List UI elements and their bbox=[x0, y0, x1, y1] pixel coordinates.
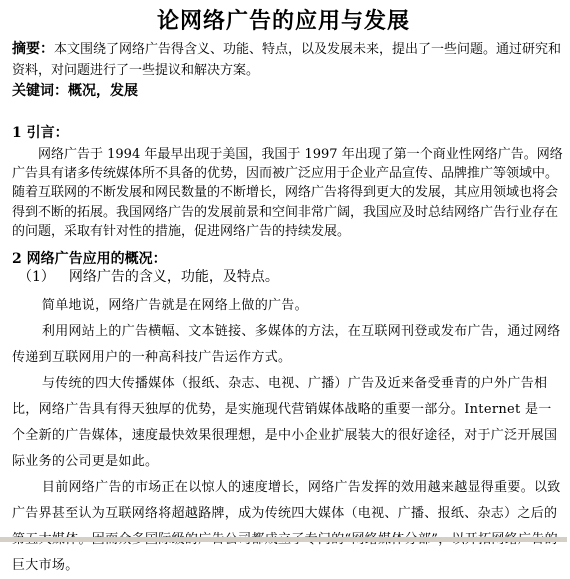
paragraph: 与传统的四大传播媒体（报纸、杂志、电视、广播）广告及近来备受垂青的户外广告相比，网络广告具有得天独厚的优势，是实施现代营销媒体战略的重要一部分。Internet 是一个全新的广告媒体，速度最快效果很理想，是中小企业扩展装大的很好途径，对于广泛开展国际业务的公司更是如此。 bbox=[12, 376, 558, 469]
abstract bbox=[12, 39, 564, 81]
paragraph: 简单地说，网络广告就是在网络上做的广告。 bbox=[41, 298, 308, 313]
paragraph: 利用网站上的广告横幅、文本链接、多媒体的方法，在互联网刊登或发布广告，通过网络传递到互联网用户的一种高科技广告运作方式。 bbox=[12, 324, 561, 365]
paragraph: 目前网络广告的市场正在以惊人的速度增长，网络广告发挥的效用越来越显得重要。以致广告界甚至认为互联网络将超越路牌，成为传统四大媒体（电视、广播、报纸、杂志）之后的 巨大市场。 bbox=[12, 480, 561, 573]
section1-heading: 1 引言： bbox=[12, 125, 69, 141]
document-title: 论网络广告的应用与发展 bbox=[156, 8, 410, 34]
bottom-scrollbar[interactable] bbox=[0, 537, 567, 542]
abstract-label: 摘要： bbox=[12, 41, 54, 57]
keywords: 关键词：概况，发展 bbox=[12, 83, 138, 99]
section2-heading: 2 网络广告应用的概况： bbox=[12, 251, 167, 267]
subsection-title: 网络广告的含义，功能，及特点。 bbox=[68, 269, 279, 285]
subsection-heading bbox=[18, 267, 570, 287]
section1-paragraph: 网络广告于 1994 年最早出现于美国，我国于 1997 年出现了第一个商业性网络广告。网络广告具有诸多传统媒体所不具备的优势，因而被广泛应用于企业产品宣传、品牌推广等领域中。随着互联网的不断发展和网民数量的不断增长，网络广告将得到更大的发展，其应用领域也将会得到不断的拓展。我国网络广告的发展前景和空间非常广阔，我国应及时总结网络广告行业存在的问题，采取有针对性的措施，促进网络广告的持续发展。 bbox=[12, 147, 563, 239]
subsection-number: （1） bbox=[18, 269, 55, 285]
abstract-text: 本文围绕了网络广告得含义、功能、特点，以及发展未来，提出了一些问题。通过研究和资料，对问题进行了一些提议和解决方案。 bbox=[12, 42, 562, 78]
